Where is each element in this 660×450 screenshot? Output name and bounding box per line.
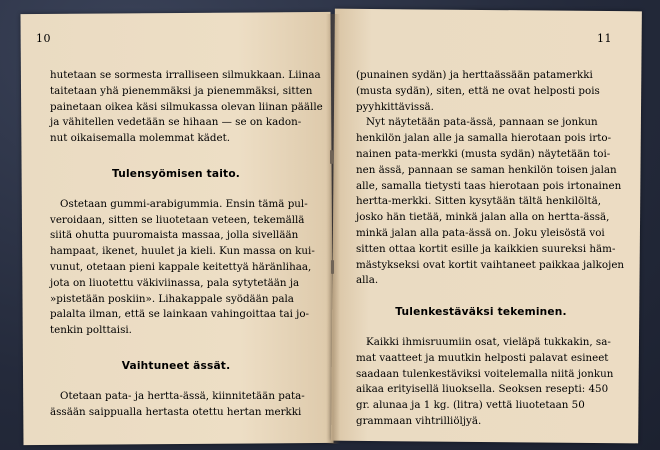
right-page-text [356, 68, 625, 430]
text-line: ässään saippualla hertasta otettu hertan merkki [50, 405, 302, 418]
text-line: nut oikaisemalla molemmat kädet. [50, 132, 231, 145]
text-line: (punainen sydän) ja herttaässään patamerkki [356, 69, 593, 81]
right-paragraph-1 [356, 68, 606, 115]
text-line: saadaan tulenkestäviksi voitelemalla niitä jonkun [356, 367, 614, 380]
text-line: minkä jalan alla pata-ässä on. Joku yleisöstä voi [356, 226, 605, 239]
heading-tulenkestavaksi: Tulenkestäväksi tekeminen. [395, 306, 567, 319]
text-line: hampaat, ikenet, huulet ja kieli. Kun massa on kui- [50, 245, 315, 258]
page-number-left: 10 [36, 32, 51, 45]
text-line: mästykseksi ovat kortit vaihtaneet paikkaa jalkojen [356, 258, 625, 271]
text-line: pyyhkittävissä. [356, 100, 434, 113]
text-line: ja vähitellen vedetään se hihaan — se on kadon- [50, 116, 302, 129]
text-line: siitä ohutta puuromaista massaa, jolla sivellään [50, 229, 299, 242]
text-line: jota on liuotettu väkiviinassa, pala sytytetään ja [50, 276, 300, 289]
heading-vaihtuneet: Vaihtuneet ässät. [121, 359, 231, 372]
binding-gutter [326, 14, 340, 444]
left-paragraph-1 [50, 68, 323, 147]
text-line: nainen pata-merkki (musta sydän) näytetään toi- [356, 147, 611, 160]
text-line: hertta-merkki. Sitten kysytään tältä henkilöltä, [356, 195, 602, 208]
text-line: aikaa erityisellä liuoksella. Seoksen resepti: 450 [356, 383, 609, 396]
text-line: Kaikki ihmisruumiin osat, vieläpä tukkakin, sa- [366, 335, 611, 348]
text-line: tenkin polttaisi. [50, 324, 132, 337]
text-line: Otetaan pata- ja hertta-ässä, kiinnitetään pata- [60, 389, 305, 402]
right-paragraph-3 [356, 335, 614, 430]
text-line: alla. [356, 274, 379, 287]
text-line: Ostetaan gummi-arabigummia. Ensin tämä pul- [60, 197, 308, 210]
text-line: taitetaan yhä pienemmäksi ja pienemmäksi, sitten [50, 84, 313, 97]
text-line: alle, samalla tietysti taas hierotaan pois irtonainen [356, 179, 622, 192]
text-line: palalta ilman, että se lainkaan vahingoittaa tai jo- [50, 308, 310, 321]
left-paragraph-3 [50, 389, 305, 421]
text-line: mat vaatteet ja muutkin helposti palavat esineet [356, 351, 609, 364]
staple-top [330, 150, 333, 164]
text-line: »pistetään poskiin». Lihakappale syödään pala [50, 292, 294, 305]
text-line: sitten ottaa kortit esille ja kaikkien suureksi häm- [356, 242, 616, 255]
text-line: painetaan oikea käsi silmukassa olevan liinan päälle [50, 100, 323, 113]
text-line: gr. alunaa ja 1 kg. (litra) vettä liuotetaan 50 [356, 399, 585, 412]
text-line: henkilön jalan alle ja samalla hierotaan pois irto- [356, 132, 612, 145]
left-page-text [50, 68, 323, 420]
text-line: josko hän tietää, minkä jalan alla on hertta-ässä, [356, 211, 610, 224]
staple-bottom [331, 260, 334, 274]
text-line: Nyt näytetään pata-ässä, pannaan se jonkun [366, 116, 598, 129]
page-number-right: 11 [597, 32, 612, 45]
text-line: (musta sydän), siten, että ne ovat helposti pois [356, 84, 600, 97]
text-line: vunut, otetaan pieni kappale keitettyä häränlihaa, [50, 260, 312, 273]
text-line: nen ässä, pannaan se saman henkilön toisen jalan [356, 163, 617, 176]
right-paragraph-2 [356, 115, 625, 289]
text-line: hutetaan se sormesta irralliseen silmukkaan. Liinaa [50, 69, 321, 81]
heading-tulensyominen: Tulensyömisen taito. [111, 167, 241, 180]
left-paragraph-2 [50, 197, 315, 339]
text-line: veroidaan, sitten se liuotetaan veteen, tekemällä [50, 213, 305, 226]
text-line: grammaan vihtrilliöljyä. [356, 414, 482, 427]
